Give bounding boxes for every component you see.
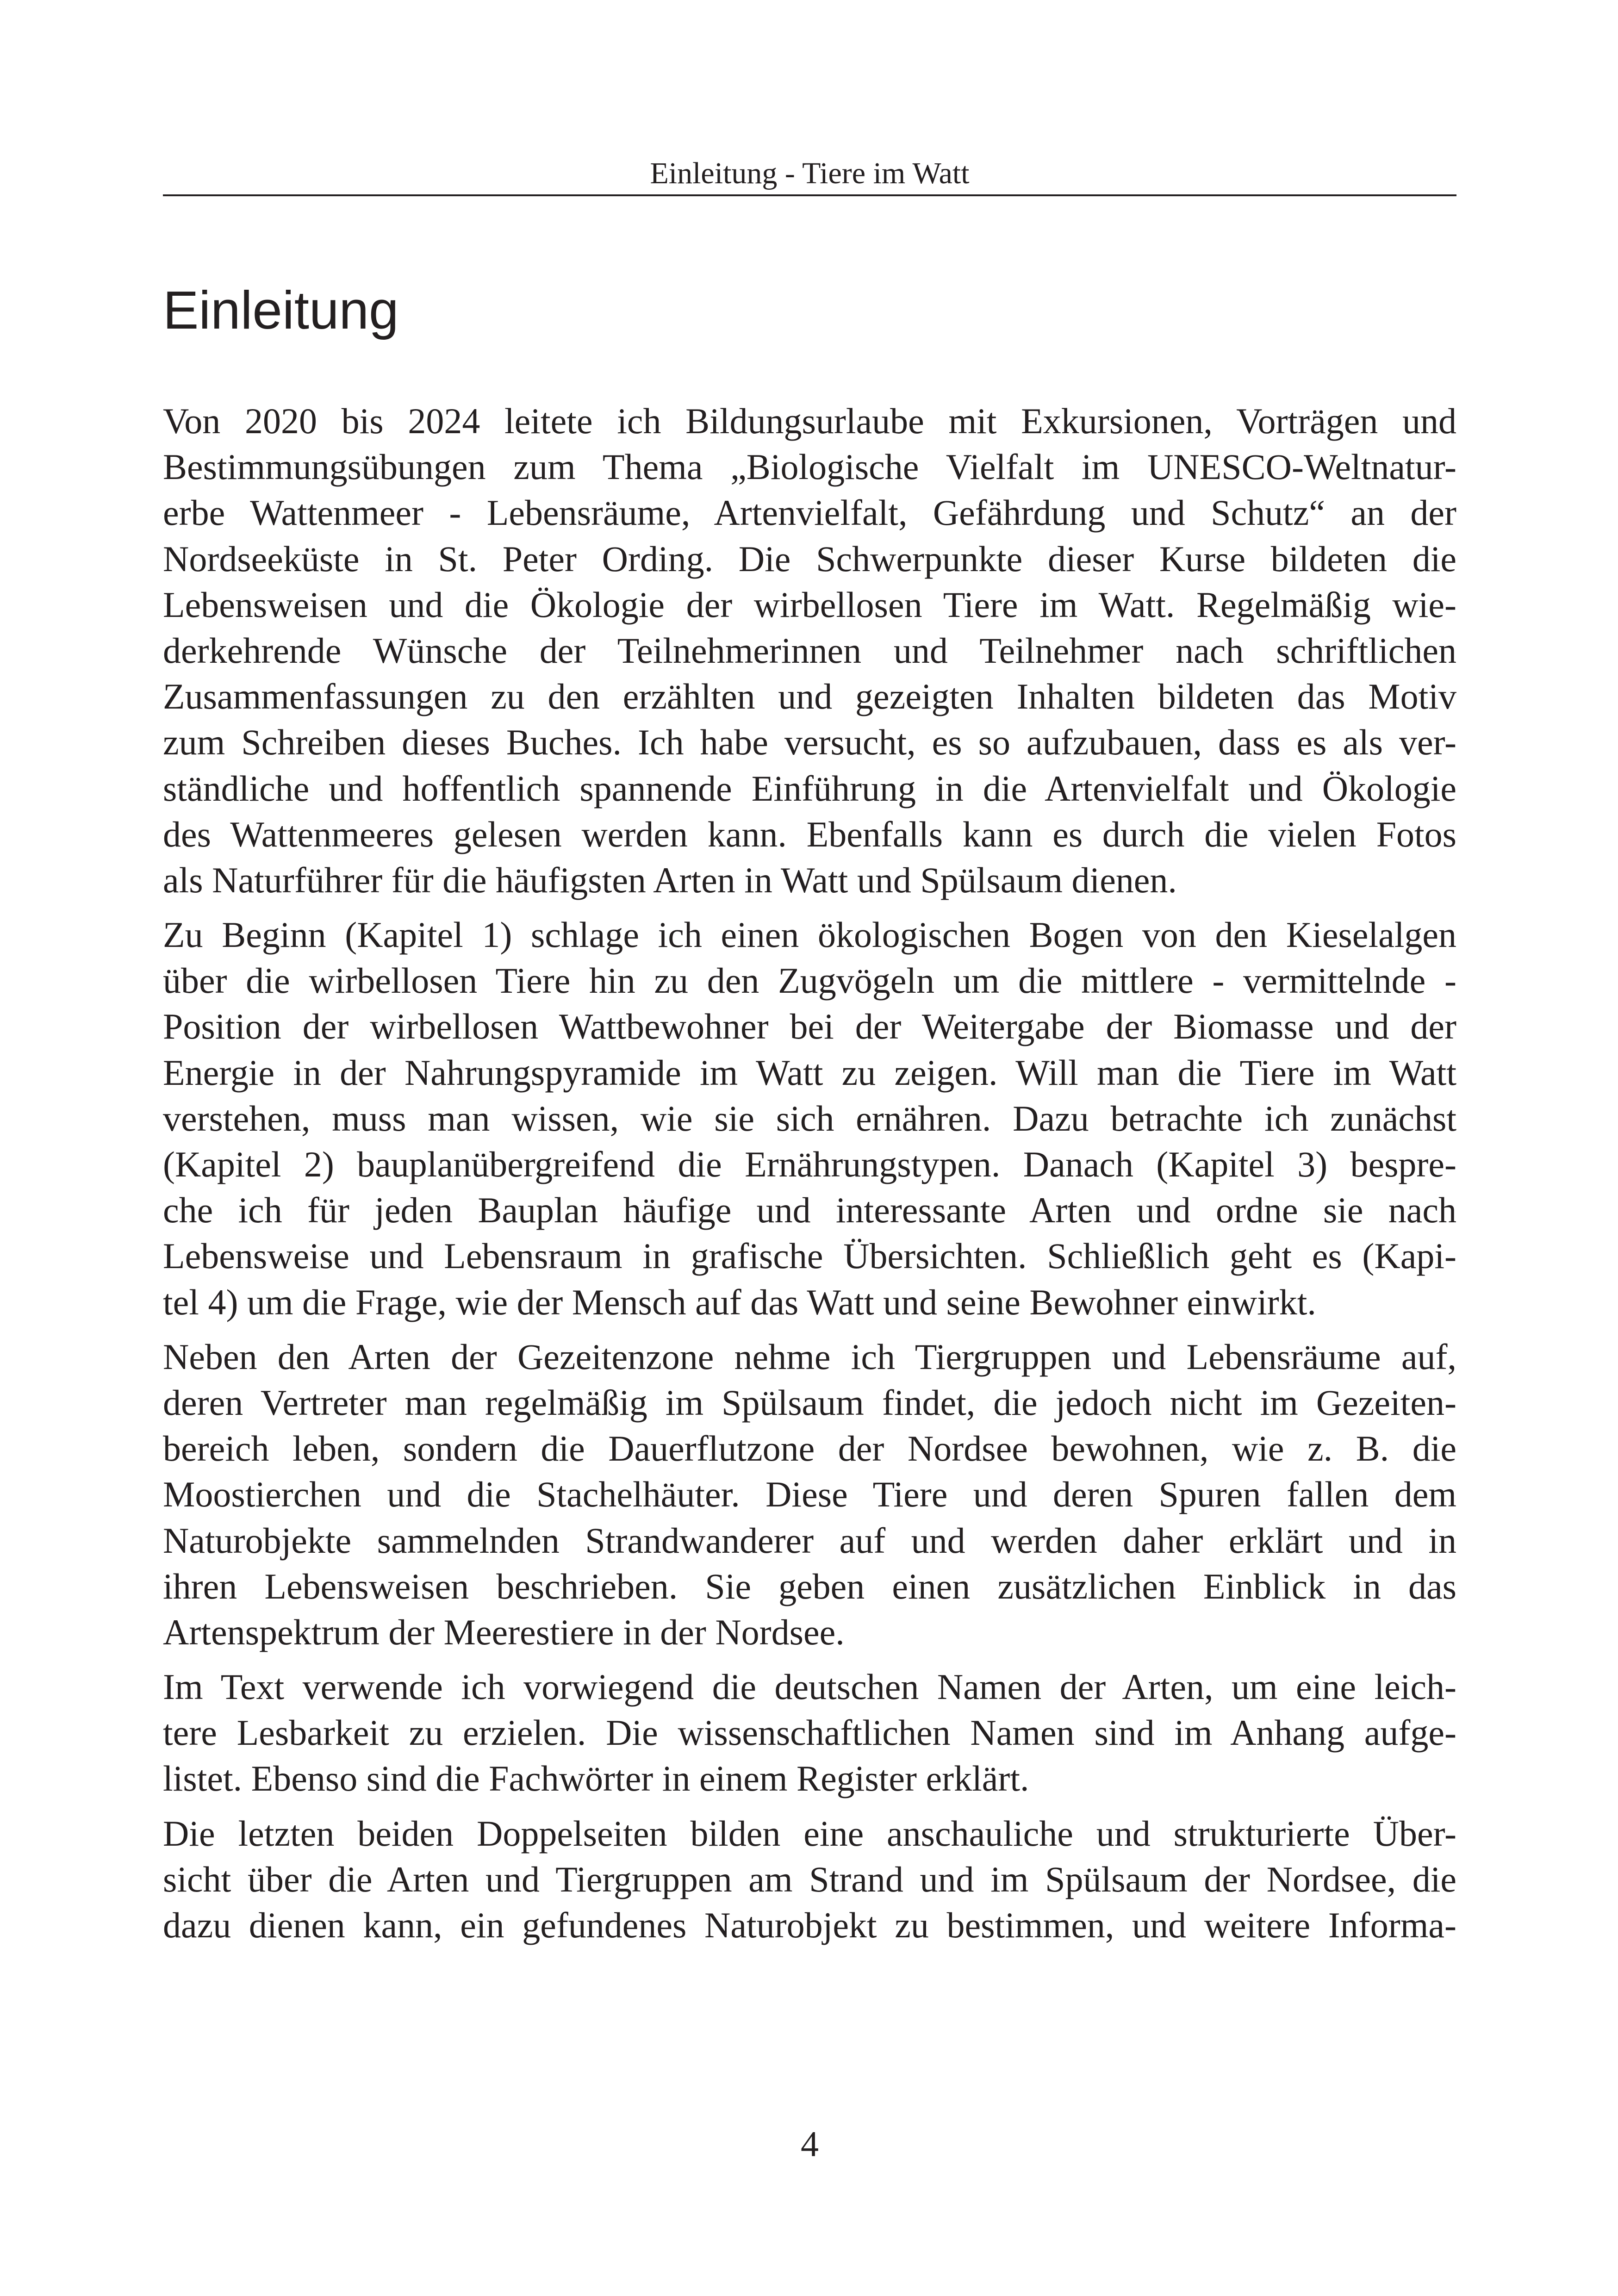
chapter-title: Einleitung (163, 280, 399, 340)
text-line: verstehen, muss man wissen, wie sie sich ernähren. Dazu betrachte ich zunächst (163, 1098, 1456, 1139)
paragraph (163, 1811, 1456, 1948)
text-line: bereich leben, sondern die Dauerflutzone der Nordsee bewohnen, wie z. B. die (163, 1428, 1456, 1469)
text-line: Moostierchen und die Stachelhäuter. Diese Tiere und deren Spuren fallen dem (163, 1474, 1456, 1515)
paragraph (163, 912, 1456, 1325)
text-line: Im Text verwende ich vorwiegend die deutschen Namen der Arten, um eine leich- (163, 1667, 1456, 1707)
text-line: Lebensweise und Lebensraum in grafische Übersichten. Schließlich geht es (Kapi- (163, 1236, 1456, 1276)
text-line: Nordseeküste in St. Peter Ording. Die Schwerpunkte dieser Kurse bildeten die (163, 538, 1456, 579)
text-line: dazu dienen kann, ein gefundenes Naturobjekt zu bestimmen, und weitere Informa- (163, 1905, 1456, 1945)
text-line: derkehrende Wünsche der Teilnehmerinnen und Teilnehmer nach schriftlichen (163, 630, 1456, 671)
text-line: ihren Lebensweisen beschrieben. Sie geben einen zusätzlichen Einblick in das (163, 1566, 1456, 1606)
text-line: erbe Wattenmeer - Lebensräume, Artenvielfalt, Gefährdung und Schutz“ an der (163, 492, 1456, 533)
paragraph (163, 1334, 1456, 1655)
text-line: ständliche und hoffentlich spannende Einführung in die Artenvielfalt und Ökologie (163, 768, 1456, 809)
running-header: Einleitung - Tiere im Watt (650, 156, 970, 190)
text-line: Zu Beginn (Kapitel 1) schlage ich einen ökologischen Bogen von den Kieselalgen (163, 915, 1456, 955)
text-line: Von 2020 bis 2024 leitete ich Bildungsurlaube mit Exkursionen, Vorträgen und (163, 401, 1456, 441)
paragraph (163, 398, 1456, 903)
text-line: (Kapitel 2) bauplanübergreifend die Ernährungstypen. Danach (Kapitel 3) bespre- (163, 1144, 1456, 1184)
text-line: deren Vertreter man regelmäßig im Spülsaum findet, die jedoch nicht im Gezeiten- (163, 1382, 1456, 1423)
text-line: zum Schreiben dieses Buches. Ich habe versucht, es so aufzubauen, dass es als ver- (163, 722, 1456, 763)
header-divider (163, 194, 1456, 196)
text-line: tel 4) um die Frage, wie der Mensch auf das Watt und seine Bewohner einwirkt. (163, 1282, 1316, 1322)
text-line: Artenspektrum der Meerestiere in der Nordsee. (163, 1612, 845, 1652)
text-line: Bestimmungsübungen zum Thema „Biologische Vielfalt im UNESCO-Weltnatur- (163, 447, 1456, 487)
text-line: Energie in der Nahrungspyramide im Watt zu zeigen. Will man die Tiere im Watt (163, 1052, 1456, 1093)
text-line: sicht über die Arten und Tiergruppen am Strand und im Spülsaum der Nordsee, die (163, 1859, 1456, 1899)
text-line: Neben den Arten der Gezeitenzone nehme ich Tiergruppen und Lebensräume auf, (163, 1336, 1456, 1377)
text-line: über die wirbellosen Tiere hin zu den Zugvögeln um die mittlere - vermittelnde - (163, 960, 1456, 1001)
text-line: Position der wirbellosen Wattbewohner bei der Weitergabe der Biomasse und der (163, 1006, 1456, 1047)
page-number: 4 (801, 2124, 819, 2164)
text-line: che ich für jeden Bauplan häufige und interessante Arten und ordne sie nach (163, 1190, 1456, 1231)
text-line: Die letzten beiden Doppelseiten bilden eine anschauliche und strukturierte Über- (163, 1813, 1456, 1854)
text-line: tere Lesbarkeit zu erzielen. Die wissenschaftlichen Namen sind im Anhang aufge- (163, 1712, 1456, 1753)
text-line: Zusammenfassungen zu den erzählten und gezeigten Inhalten bildeten das Motiv (163, 676, 1456, 717)
text-line: Naturobjekte sammelnden Strandwanderer auf und werden daher erklärt und in (163, 1520, 1456, 1561)
text-line: als Naturführer für die häufigsten Arten in Watt und Spülsaum dienen. (163, 859, 1177, 900)
paragraph (163, 1664, 1456, 1802)
text-line: Lebensweisen und die Ökologie der wirbellosen Tiere im Watt. Regelmäßig wie- (163, 584, 1456, 625)
text-line: listet. Ebenso sind die Fachwörter in einem Register erklärt. (163, 1758, 1029, 1799)
body-text (163, 398, 1456, 1957)
text-line: des Wattenmeeres gelesen werden kann. Ebenfalls kann es durch die vielen Fotos (163, 814, 1456, 854)
